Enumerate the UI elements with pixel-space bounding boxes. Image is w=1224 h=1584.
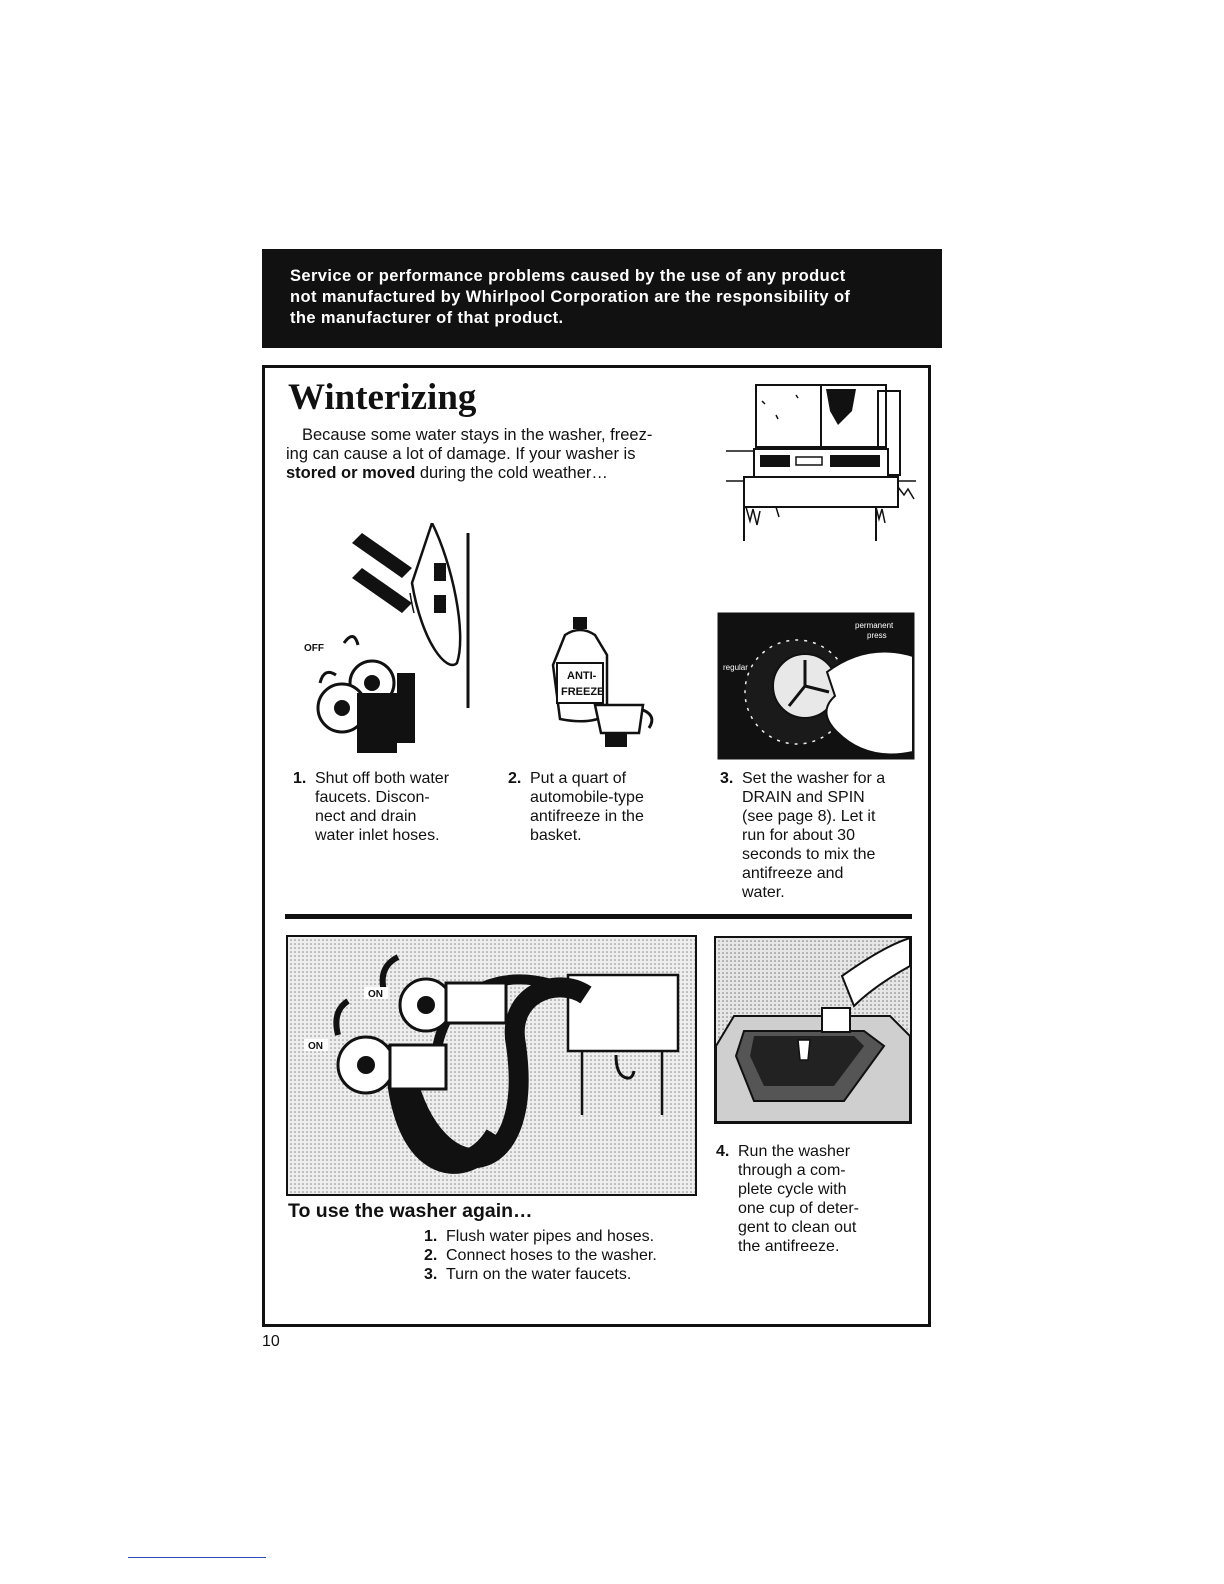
page-number: 10 bbox=[262, 1333, 280, 1350]
step-line: seconds to mix the bbox=[742, 846, 876, 863]
list-item bbox=[424, 1246, 657, 1265]
step-line: through a com- bbox=[738, 1162, 846, 1179]
step-line: DRAIN and SPIN bbox=[742, 789, 865, 806]
step-1 bbox=[293, 769, 449, 845]
control-dial-illustration bbox=[717, 612, 915, 760]
list-text: Flush water pipes and hoses. bbox=[446, 1228, 655, 1245]
dial-label-press: press bbox=[867, 631, 887, 640]
antifreeze-label-2: FREEZE bbox=[561, 686, 605, 698]
step-line: water. bbox=[742, 884, 785, 901]
list-text: Turn on the water faucets. bbox=[446, 1266, 632, 1283]
intro-emphasis: stored or moved bbox=[286, 464, 416, 482]
intro-text-3: during the cold weather… bbox=[419, 464, 608, 482]
intro-text-2: ing can cause a lot of damage. If your washer is bbox=[286, 445, 636, 463]
notice-line-1: Service or performance problems caused by the use of any product bbox=[290, 267, 846, 285]
on-label-2: ON bbox=[308, 1041, 323, 1052]
use-again-heading: To use the washer again… bbox=[288, 1200, 533, 1222]
antifreeze-jug-illustration bbox=[545, 615, 670, 750]
step-number: 4. bbox=[716, 1143, 730, 1160]
list-number: 1. bbox=[424, 1228, 438, 1245]
step-number: 2. bbox=[508, 770, 522, 787]
list-number: 2. bbox=[424, 1247, 438, 1264]
step-line: Set the washer for a bbox=[742, 770, 886, 787]
reconnect-hoses-illustration bbox=[286, 935, 697, 1196]
step-line: run for about 30 bbox=[742, 827, 855, 844]
step-line: faucets. Discon- bbox=[315, 789, 430, 806]
dial-label-permanent: permanent bbox=[855, 621, 894, 630]
list-item bbox=[424, 1227, 657, 1246]
step-line: the antifreeze. bbox=[738, 1238, 840, 1255]
notice-banner bbox=[262, 249, 942, 348]
step-2 bbox=[508, 769, 644, 845]
antifreeze-label-1: ANTI- bbox=[567, 670, 597, 682]
section-title: Winterizing bbox=[288, 377, 477, 418]
footer-rule bbox=[128, 1557, 266, 1558]
intro-paragraph bbox=[286, 426, 716, 483]
step-line: basket. bbox=[530, 827, 582, 844]
list-text: Connect hoses to the washer. bbox=[446, 1247, 657, 1264]
faucet-hoses-illustration bbox=[302, 523, 487, 758]
step-line: Shut off both water bbox=[315, 770, 450, 787]
list-item bbox=[424, 1265, 657, 1284]
step-line: one cup of deter- bbox=[738, 1200, 859, 1217]
frozen-washer-illustration bbox=[726, 381, 916, 543]
step-line: automobile-type bbox=[530, 789, 644, 806]
step-3 bbox=[720, 769, 885, 902]
step-number: 3. bbox=[720, 770, 734, 787]
list-number: 3. bbox=[424, 1266, 438, 1283]
step-line: plete cycle with bbox=[738, 1181, 847, 1198]
notice-line-3: the manufacturer of that product. bbox=[290, 309, 564, 327]
step-line: water inlet hoses. bbox=[315, 827, 440, 844]
use-again-list bbox=[424, 1227, 657, 1284]
detergent-illustration bbox=[714, 936, 912, 1124]
off-label: OFF bbox=[304, 643, 324, 654]
step-line: antifreeze and bbox=[742, 865, 844, 882]
dial-label-regular: regular bbox=[723, 663, 748, 672]
step-4 bbox=[716, 1142, 859, 1256]
step-line: Put a quart of bbox=[530, 770, 627, 787]
step-line: gent to clean out bbox=[738, 1219, 857, 1236]
intro-text-1: Because some water stays in the washer, freez- bbox=[302, 426, 653, 444]
section-divider bbox=[285, 914, 912, 919]
step-line: antifreeze in the bbox=[530, 808, 644, 825]
step-number: 1. bbox=[293, 770, 307, 787]
step-line: Run the washer bbox=[738, 1143, 851, 1160]
notice-line-2: not manufactured by Whirlpool Corporation are the responsibility of bbox=[290, 288, 851, 306]
step-line: (see page 8). Let it bbox=[742, 808, 876, 825]
on-label-1: ON bbox=[368, 989, 383, 1000]
step-line: nect and drain bbox=[315, 808, 417, 825]
